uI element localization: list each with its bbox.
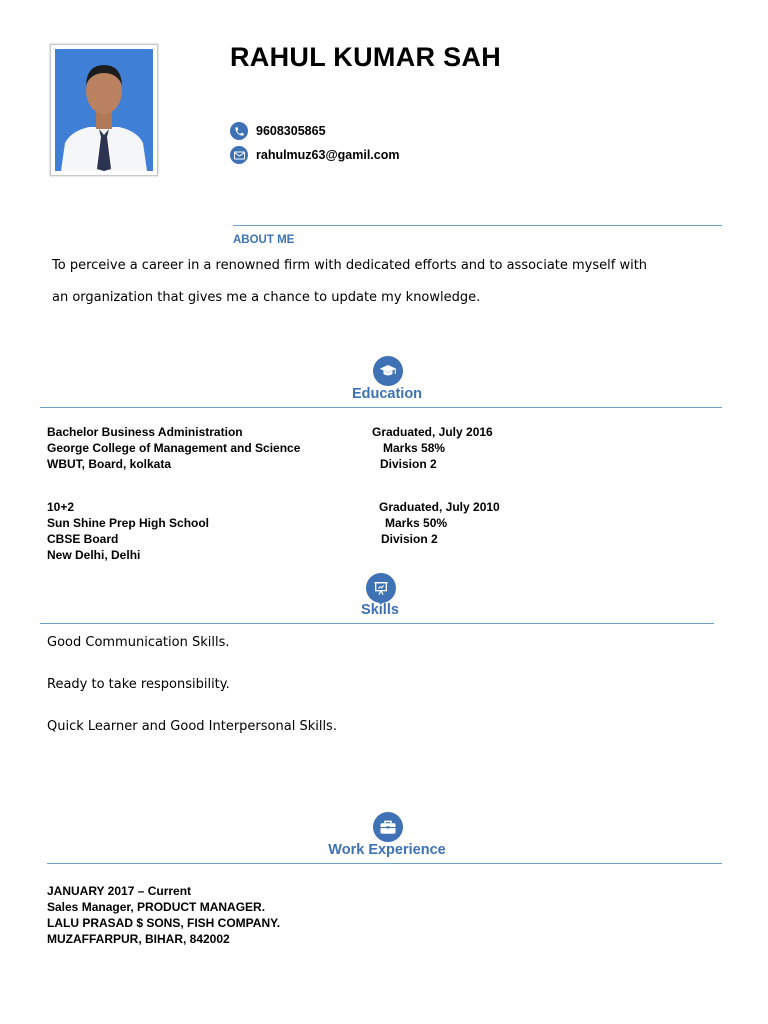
work-company: LALU PRASAD $ SONS, FISH COMPANY. bbox=[47, 916, 281, 930]
graduation-date: Graduated, July 2016 bbox=[372, 425, 493, 439]
education-heading: Education bbox=[351, 386, 423, 402]
briefcase-icon bbox=[373, 812, 403, 842]
skills-heading: Skills bbox=[361, 602, 399, 618]
about-heading: ABOUT ME bbox=[233, 234, 295, 246]
institution-name: George College of Management and Science bbox=[47, 441, 301, 455]
about-line-2: an organization that gives me a chance to update my knowledge. bbox=[52, 290, 481, 305]
work-location: MUZAFFARPUR, BIHAR, 842002 bbox=[47, 932, 230, 946]
email-row bbox=[230, 146, 399, 164]
institution-name: Sun Shine Prep High School bbox=[47, 516, 210, 530]
skills-divider bbox=[40, 623, 714, 624]
work-title: Sales Manager, PRODUCT MANAGER. bbox=[47, 900, 266, 914]
phone-number[interactable]: 9608305865 bbox=[256, 124, 326, 138]
education-divider bbox=[40, 407, 722, 408]
envelope-icon bbox=[230, 146, 248, 164]
board-name: WBUT, Board, kolkata bbox=[47, 457, 172, 471]
degree-name: Bachelor Business Administration bbox=[47, 425, 243, 439]
graduation-cap-icon bbox=[373, 356, 403, 386]
skill-item: Ready to take responsibility. bbox=[47, 677, 230, 692]
presentation-board-icon bbox=[366, 573, 396, 603]
division: Division 2 bbox=[380, 457, 437, 471]
work-entry bbox=[47, 883, 280, 947]
email-address[interactable]: rahulmuz63@gamil.com bbox=[256, 148, 400, 162]
skill-item: Quick Learner and Good Interpersonal Skills. bbox=[47, 719, 337, 734]
degree-name: 10+2 bbox=[47, 500, 75, 514]
candidate-name: RAHUL KUMAR SAH bbox=[230, 42, 501, 72]
profile-photo bbox=[50, 44, 158, 176]
graduation-date: Graduated, July 2010 bbox=[379, 500, 500, 514]
about-line-1: To perceive a career in a renowned firm with dedicated efforts and to associate myself with bbox=[52, 258, 648, 273]
work-heading: Work Experience bbox=[328, 842, 446, 858]
about-divider bbox=[233, 225, 722, 226]
work-dates: JANUARY 2017 – Current bbox=[47, 884, 192, 898]
phone-row bbox=[230, 122, 326, 140]
board-name: CBSE Board bbox=[47, 532, 119, 546]
education-entry-1-details bbox=[372, 424, 493, 472]
phone-icon bbox=[230, 122, 248, 140]
marks: Marks 58% bbox=[383, 441, 446, 455]
work-divider bbox=[47, 863, 722, 864]
location: New Delhi, Delhi bbox=[47, 548, 141, 562]
division: Division 2 bbox=[381, 532, 438, 546]
education-entry-2 bbox=[47, 499, 209, 563]
education-entry-2-details bbox=[379, 499, 500, 547]
skill-item: Good Communication Skills. bbox=[47, 635, 230, 650]
marks: Marks 50% bbox=[385, 516, 448, 530]
education-entry-1 bbox=[47, 424, 300, 472]
